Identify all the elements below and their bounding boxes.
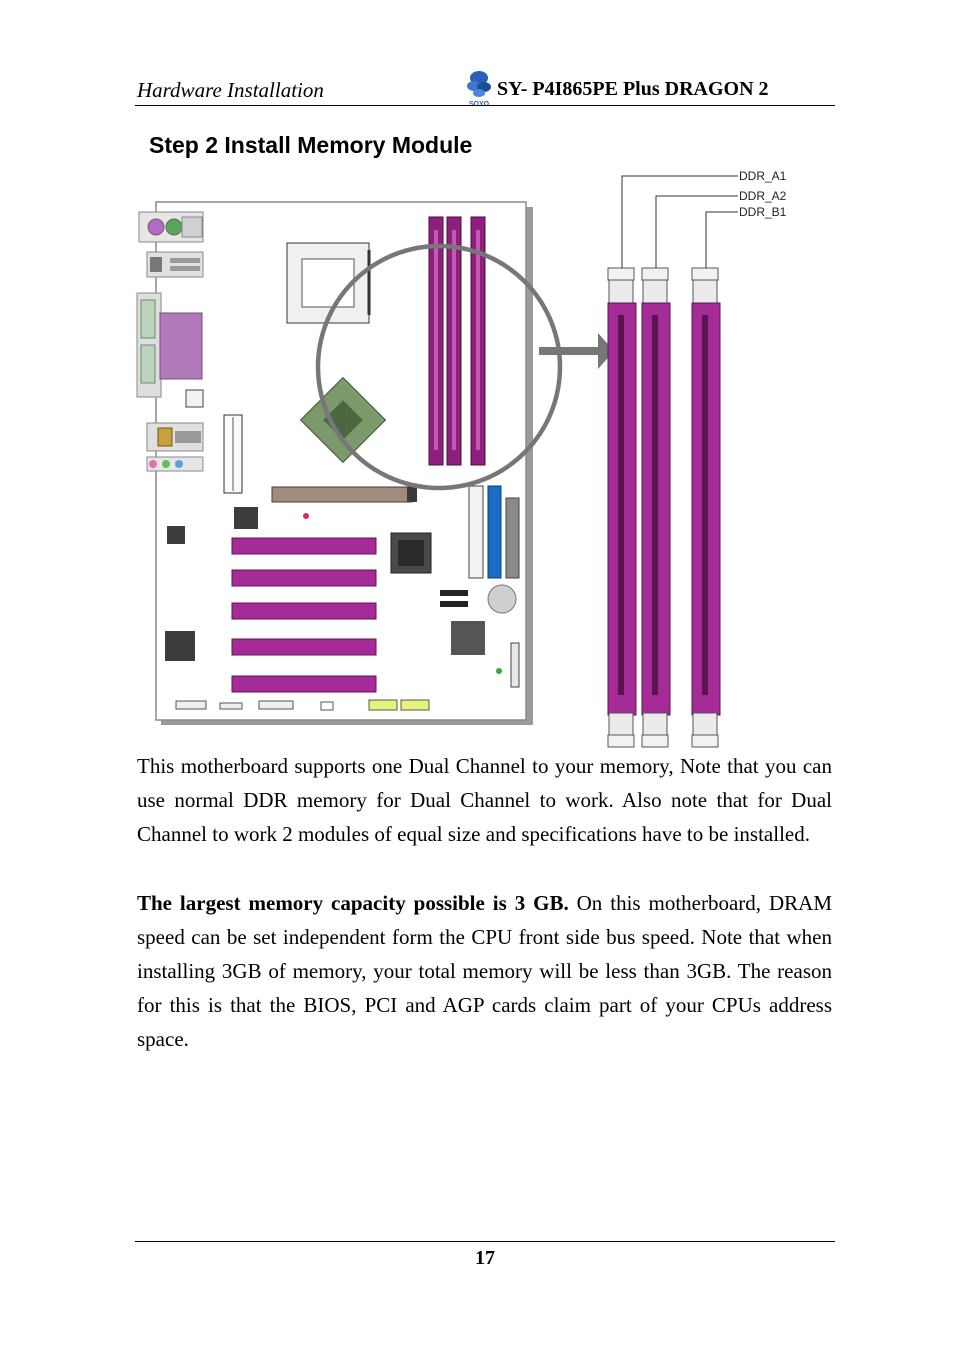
serial-ata-2 <box>440 601 468 607</box>
svg-text:SOYO: SOYO <box>468 101 490 108</box>
atx-power-connector <box>224 415 242 493</box>
header-section-title: Hardware Installation <box>137 78 324 102</box>
lan-chip <box>451 621 485 655</box>
usb-ports <box>147 252 203 277</box>
soyo-logo <box>462 68 496 108</box>
leader-line-ddr-b1 <box>706 212 738 268</box>
lan-port <box>147 423 203 451</box>
ide2-connector <box>506 498 519 578</box>
agp-slot <box>272 487 417 502</box>
section-title: Step 2 Install Memory Module <box>149 132 473 158</box>
label-ddr-b1: DDR_B1 <box>739 205 787 219</box>
ide1-connector <box>488 486 501 578</box>
page-number: 17 <box>475 1247 495 1269</box>
paragraph-2 <box>137 886 832 1056</box>
leader-line-ddr-a1 <box>622 176 738 268</box>
dimm-slot-ddr-a2 <box>642 268 670 747</box>
cpu-socket <box>287 243 369 323</box>
label-ddr-a1: DDR_A1 <box>739 169 787 183</box>
dimm-slot-ddr-a1 <box>608 268 636 747</box>
fdd-connector <box>469 486 483 578</box>
leader-line-ddr-a2 <box>656 196 738 268</box>
audio-chip <box>167 526 185 544</box>
memory-installation-figure <box>130 165 830 755</box>
header-rule <box>135 105 835 106</box>
cmos-battery <box>488 585 516 613</box>
ps2-ports <box>139 212 203 242</box>
super-io-chip <box>165 631 195 661</box>
audio-jacks <box>147 457 203 471</box>
paragraph-2-bold: The largest memory capacity possible is 3 GB. <box>137 891 569 915</box>
zoom-arrow <box>539 333 614 369</box>
serial-ata-1 <box>440 590 468 596</box>
header-product-name: SY- P4I865PE Plus DRAGON 2 <box>497 78 769 100</box>
footer-rule <box>135 1241 835 1242</box>
io-chip <box>234 507 258 529</box>
paragraph-1: This motherboard supports one Dual Channel to your memory, Note that you can use normal DDR memory for Dual Channel to work. Also note that for Dual Channel to work 2 modules of equal size and specifications have to be installed. <box>137 754 832 846</box>
label-ddr-a2: DDR_A2 <box>739 189 787 203</box>
dimm-slot-ddr-b1 <box>692 268 720 747</box>
paragraph-2-text: On this motherboard, DRAM speed can be set independent form the CPU front side bus speed. Note that when installing 3GB of memory, your total memory will be less than 3GB. The reason for this is that the BIOS, PCI and AGP cards claim part of your CPUs address space. <box>137 891 832 1051</box>
front-panel-header <box>511 643 519 687</box>
southbridge-chip <box>391 533 431 573</box>
power-connector-4pin <box>186 390 203 407</box>
